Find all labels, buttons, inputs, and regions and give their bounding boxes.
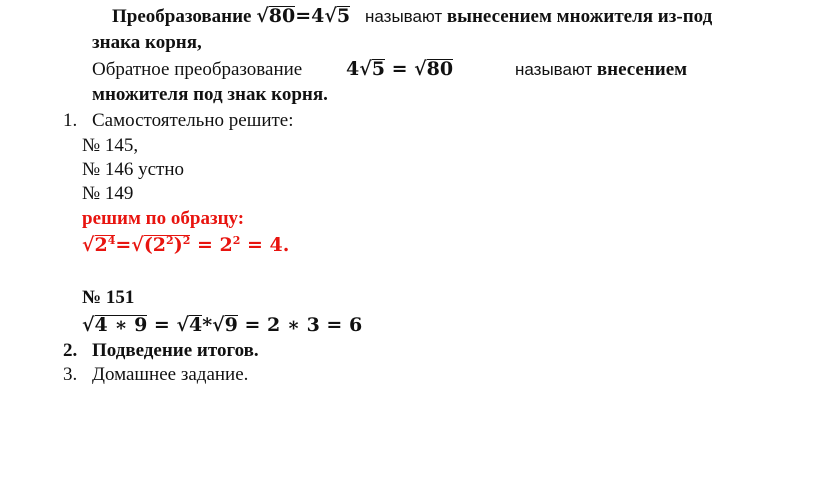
intro-line-3 <box>92 59 302 81</box>
example-heading: решим по образцу: <box>82 208 245 229</box>
list-item-number: 1. <box>63 110 78 131</box>
intro-formula-1: √80=4√5 <box>256 5 351 27</box>
intro-insertion-term: внесением <box>596 59 688 80</box>
intro-inverse-term: Обратное преобразование <box>92 59 303 80</box>
example-formula: $√2^4=√(2^2)^2 = 2^2 = 4$. <box>82 234 290 256</box>
task-145: № 145, <box>82 135 139 156</box>
intro-called-2: называют <box>515 60 597 79</box>
intro-line-1 <box>112 5 350 28</box>
intro-formula-2: 4√5 = √80 <box>346 58 454 80</box>
task-151-label: № 151 <box>82 287 135 308</box>
intro-line-3-rest <box>515 59 687 81</box>
intro-transform-term: Преобразование <box>112 6 257 27</box>
list-item-number: 3. <box>63 364 78 385</box>
task-149: № 149 <box>82 183 134 204</box>
list-item-number: 2. <box>63 340 78 361</box>
intro-line-4: множителя под знак корня. <box>92 84 328 105</box>
intro-called-1: называют <box>365 7 447 26</box>
intro-extraction-term: вынесением множителя из-под <box>446 6 713 27</box>
list-item-label: Самостоятельно решите: <box>92 110 294 131</box>
intro-line-1-rest <box>365 6 712 28</box>
task-151-formula: √4 ∗ 9 = √4*√9 = 2 ∗ 3 = 6 <box>82 314 363 336</box>
list-item-label: Подведение итогов. <box>92 340 259 361</box>
task-146: № 146 устно <box>82 159 185 180</box>
intro-line-2: знака корня, <box>92 32 202 53</box>
list-item-label: Домашнее задание. <box>92 364 249 385</box>
